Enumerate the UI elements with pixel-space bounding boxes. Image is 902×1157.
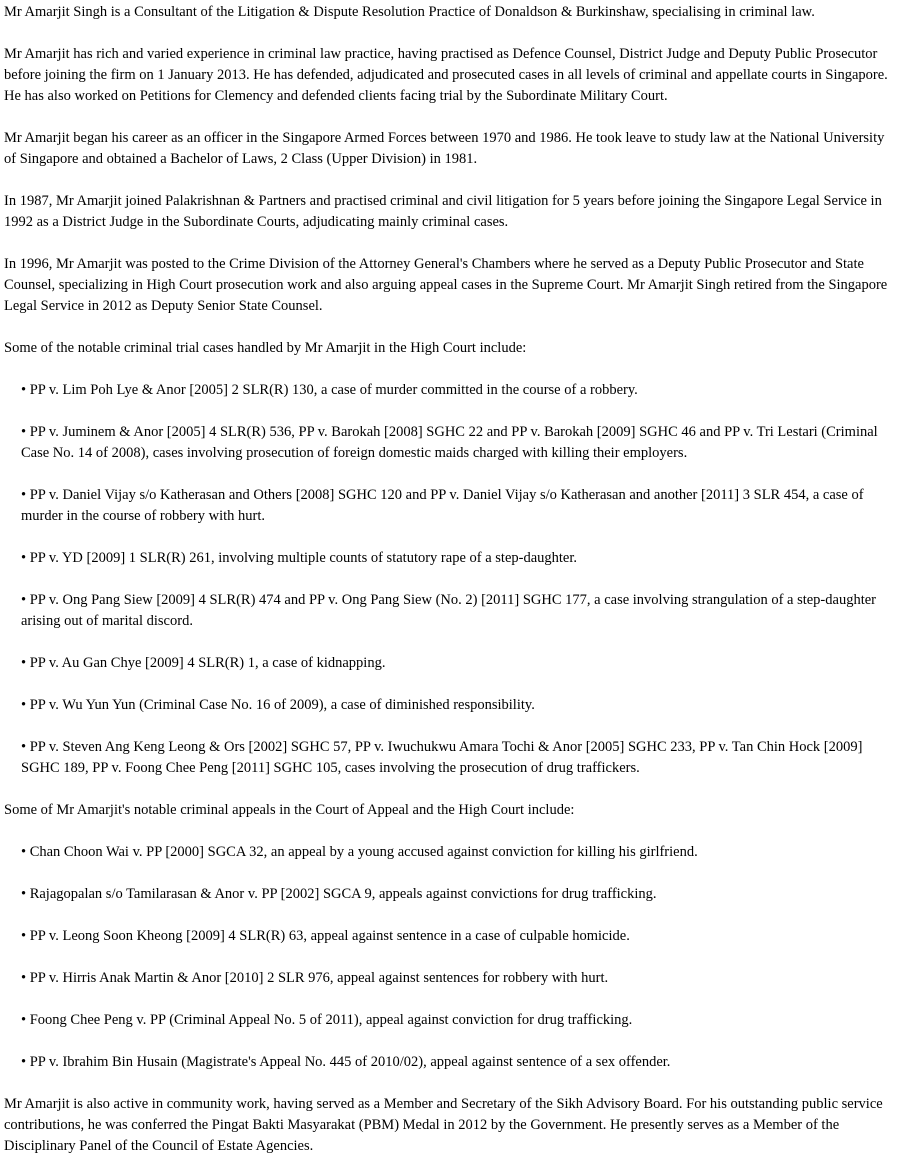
list-item: • PP v. Wu Yun Yun (Criminal Case No. 16 of 2009), a case of diminished responsibility. <box>21 695 898 716</box>
career-paragraph: Mr Amarjit began his career as an officer in the Singapore Armed Forces between 1970 and 1986. He took leave to study law at the National University of Singapore and obtained a Bachelor of Laws, 2 Class (Upper Division) in 1981. <box>4 130 885 167</box>
list-item: • PP v. Leong Soon Kheong [2009] 4 SLR(R) 63, appeal against sentence in a case of culpable homicide. <box>21 926 898 947</box>
appeals-heading: Some of Mr Amarjit's notable criminal appeals in the Court of Appeal and the High Court include: <box>4 802 575 818</box>
list-item: • Foong Chee Peng v. PP (Criminal Appeal No. 5 of 2011), appeal against conviction for drug trafficking. <box>21 1010 898 1031</box>
trial-cases-heading: Some of the notable criminal trial cases handled by Mr Amarjit in the High Court include: <box>4 340 527 356</box>
list-item: • PP v. Juminem & Anor [2005] 4 SLR(R) 536, PP v. Barokah [2008] SGHC 22 and PP v. Barokah [2009] SGHC 46 and PP v. Tri Lestari (Criminal Case No. 14 of 2008), cases involving prosecution of foreign domestic maids charged with killing their employers. <box>21 422 898 464</box>
community-paragraph: Mr Amarjit is also active in community work, having served as a Member and Secretary of the Sikh Advisory Board. For his outstanding public service contributions, he was conferred the Pingat Bakti Masyarakat (PBM) Medal in 2012 by the Government. He presently serves as a Member of the Disciplinary Panel of the Council of Estate Agencies. <box>4 1096 883 1154</box>
appeals-list <box>4 842 898 1073</box>
list-item: • PP v. Ong Pang Siew [2009] 4 SLR(R) 474 and PP v. Ong Pang Siew (No. 2) [2011] SGHC 177, a case involving strangulation of a step-daughter arising out of marital discord. <box>21 590 898 632</box>
list-item: • PP v. Steven Ang Keng Leong & Ors [2002] SGHC 57, PP v. Iwuchukwu Amara Tochi & Anor [2005] SGHC 233, PP v. Tan Chin Hock [2009] SGHC 189, PP v. Foong Chee Peng [2011] SGHC 105, cases involving the prosecution of drug traffickers. <box>21 737 898 779</box>
list-item: • PP v. Au Gan Chye [2009] 4 SLR(R) 1, a case of kidnapping. <box>21 653 898 674</box>
list-item: • Chan Choon Wai v. PP [2000] SGCA 32, an appeal by a young accused against conviction for killing his girlfriend. <box>21 842 898 863</box>
list-item: • Rajagopalan s/o Tamilarasan & Anor v. PP [2002] SGCA 9, appeals against convictions for drug trafficking. <box>21 884 898 905</box>
experience-paragraph: Mr Amarjit has rich and varied experience in criminal law practice, having practised as Defence Counsel, District Judge and Deputy Public Prosecutor before joining the firm on 1 January 2013. He has defended, adjudicated and prosecuted cases in all levels of criminal and appellate courts in Singapore. He has also worked on Petitions for Clemency and defended clients facing trial by the Subordinate Military Court. <box>4 46 888 104</box>
trial-cases-list <box>4 380 898 779</box>
list-item: • PP v. Hirris Anak Martin & Anor [2010] 2 SLR 976, appeal against sentences for robbery with hurt. <box>21 968 898 989</box>
list-item: • PP v. Ibrahim Bin Husain (Magistrate's Appeal No. 445 of 2010/02), appeal against sentence of a sex offender. <box>21 1052 898 1073</box>
intro-paragraph: Mr Amarjit Singh is a Consultant of the Litigation & Dispute Resolution Practice of Donaldson & Burkinshaw, specialising in criminal law. <box>4 4 815 20</box>
list-item: • PP v. Lim Poh Lye & Anor [2005] 2 SLR(R) 130, a case of murder committed in the course of a robbery. <box>21 380 898 401</box>
litigation-paragraph: In 1987, Mr Amarjit joined Palakrishnan & Partners and practised criminal and civil litigation for 5 years before joining the Singapore Legal Service in 1992 as a District Judge in the Subordinate Courts, adjudicating mainly criminal cases. <box>4 193 882 230</box>
list-item: • PP v. Daniel Vijay s/o Katherasan and Others [2008] SGHC 120 and PP v. Daniel Vijay s/o Katherasan and another [2011] 3 SLR 454, a case of murder in the course of robbery with hurt. <box>21 485 898 527</box>
prosecution-paragraph: In 1996, Mr Amarjit was posted to the Crime Division of the Attorney General's Chambers where he served as a Deputy Public Prosecutor and State Counsel, specializing in High Court prosecution work and also arguing appeal cases in the Supreme Court. Mr Amarjit Singh retired from the Singapore Legal Service in 2012 as Deputy Senior State Counsel. <box>4 256 888 314</box>
list-item: • PP v. YD [2009] 1 SLR(R) 261, involving multiple counts of statutory rape of a step-daughter. <box>21 548 898 569</box>
